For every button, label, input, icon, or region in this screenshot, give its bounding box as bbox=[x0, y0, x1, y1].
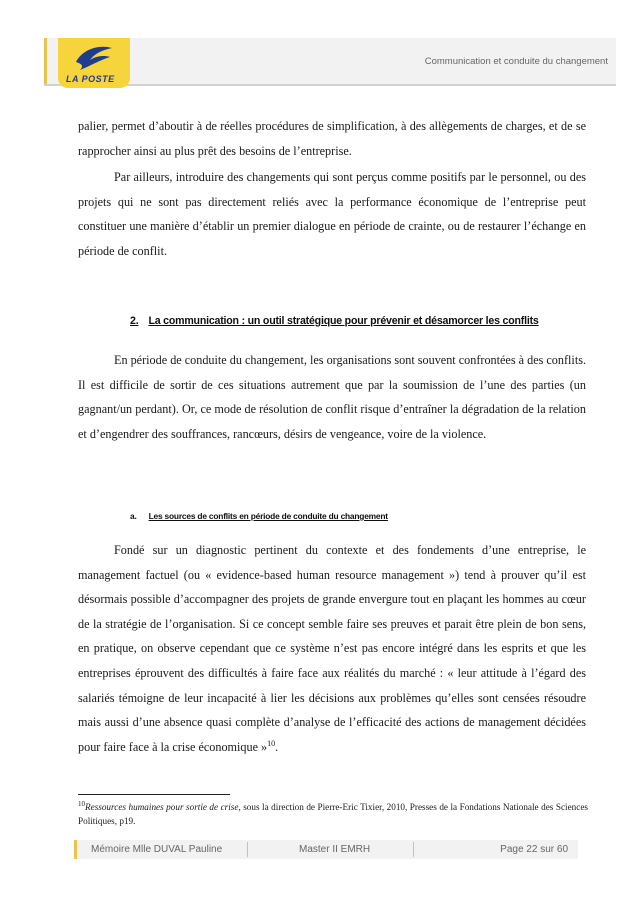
paragraph-4-end: . bbox=[275, 739, 279, 754]
subsection-heading-text: Les sources de conflits en période de conduite du changement bbox=[148, 511, 388, 521]
subsection-heading-a bbox=[130, 511, 388, 521]
footnote-title: Ressources humaines pour sortie de crise bbox=[85, 802, 239, 812]
section-heading-text: La communication : un outil stratégique pour prévenir et désamorcer les conflits bbox=[148, 315, 539, 327]
section-heading-number: 2. bbox=[130, 315, 139, 327]
footnote-number: 10 bbox=[78, 799, 85, 808]
paragraph-2: Par ailleurs, introduire des changements qui sont perçus comme positifs par le personnel, ou des projets qui ne sont pas directement reliés avec la performance économique de l’entreprise peut constituer une manière d’établir un premier dialogue en période de crainte, ou de restaurer l’échange en période de conflit. bbox=[78, 170, 586, 258]
document-body-3 bbox=[78, 538, 586, 759]
document-body-2 bbox=[78, 348, 586, 446]
footnote-reference[interactable]: 10 bbox=[267, 738, 276, 748]
footer-program: Master II EMRH bbox=[299, 844, 371, 855]
header-title: Communication et conduite du changement bbox=[424, 56, 608, 67]
footer-author: Mémoire Mlle DUVAL Pauline bbox=[91, 844, 223, 855]
footer-separator bbox=[413, 842, 414, 857]
header-rule bbox=[44, 84, 616, 86]
footer-page-number: Page 22 sur 60 bbox=[500, 844, 568, 855]
footnote bbox=[78, 800, 588, 828]
footnote-rule bbox=[78, 794, 230, 795]
paragraph-1: palier, permet d’aboutir à de réelles procédures de simplification, à des allègements de charges, et de se rapprocher ainsi au plus prêt des besoins de l’entreprise. bbox=[78, 119, 586, 158]
bird-icon bbox=[72, 40, 116, 74]
paragraph-4 bbox=[78, 538, 586, 759]
logo-text: LA POSTE bbox=[66, 74, 115, 84]
la-poste-logo bbox=[58, 38, 130, 88]
document-body bbox=[78, 114, 586, 264]
page-footer bbox=[74, 840, 578, 859]
paragraph-4-text: Fondé sur un diagnostic pertinent du contexte et des fondements d’une entreprise, le management factuel (ou « evidence-based human resource management ») tend à prouver qu’il est désormais possible d’accompagner des projets de grande envergure tout en plaçant les hommes au cœur de la stratégie de l’organisation. Si ce concept semble faire ses preuves et parait être plein de bon sens, en pratique, on observe cependant que ce système n’est pas encore intégré dans les esprits et que les entreprises éprouvent des difficultés à faire face aux réalités du marché : « leur attitude à l’égard des salariés témoigne de leur incapacité à lier les décisions aux problèmes qu’elles sont censées résoudre mais aussi d’une absence quasi complète d’analyse de l’efficacité des actions de management décidées pour faire face à la crise économique » bbox=[78, 543, 586, 754]
paragraph-3: En période de conduite du changement, les organisations sont souvent confrontées à des conflits. Il est difficile de sortir de ces situations autrement que par la soumission de l’une des parties (un gagnant/un perdant). Or, ce mode de résolution de conflit risque d’entraîner la dégradation de la relation et d’engendrer des souffrances, rancœurs, désirs de vengeance, voire de la violence. bbox=[78, 353, 586, 441]
section-heading-2 bbox=[130, 315, 539, 327]
footnote-text: , sous la direction de Pierre-Eric Tixier, 2010, Presses de la Fondations Nationale des Sciences Politiques, p19. bbox=[78, 802, 588, 826]
subsection-heading-number: a. bbox=[130, 511, 137, 521]
footer-separator bbox=[247, 842, 248, 857]
